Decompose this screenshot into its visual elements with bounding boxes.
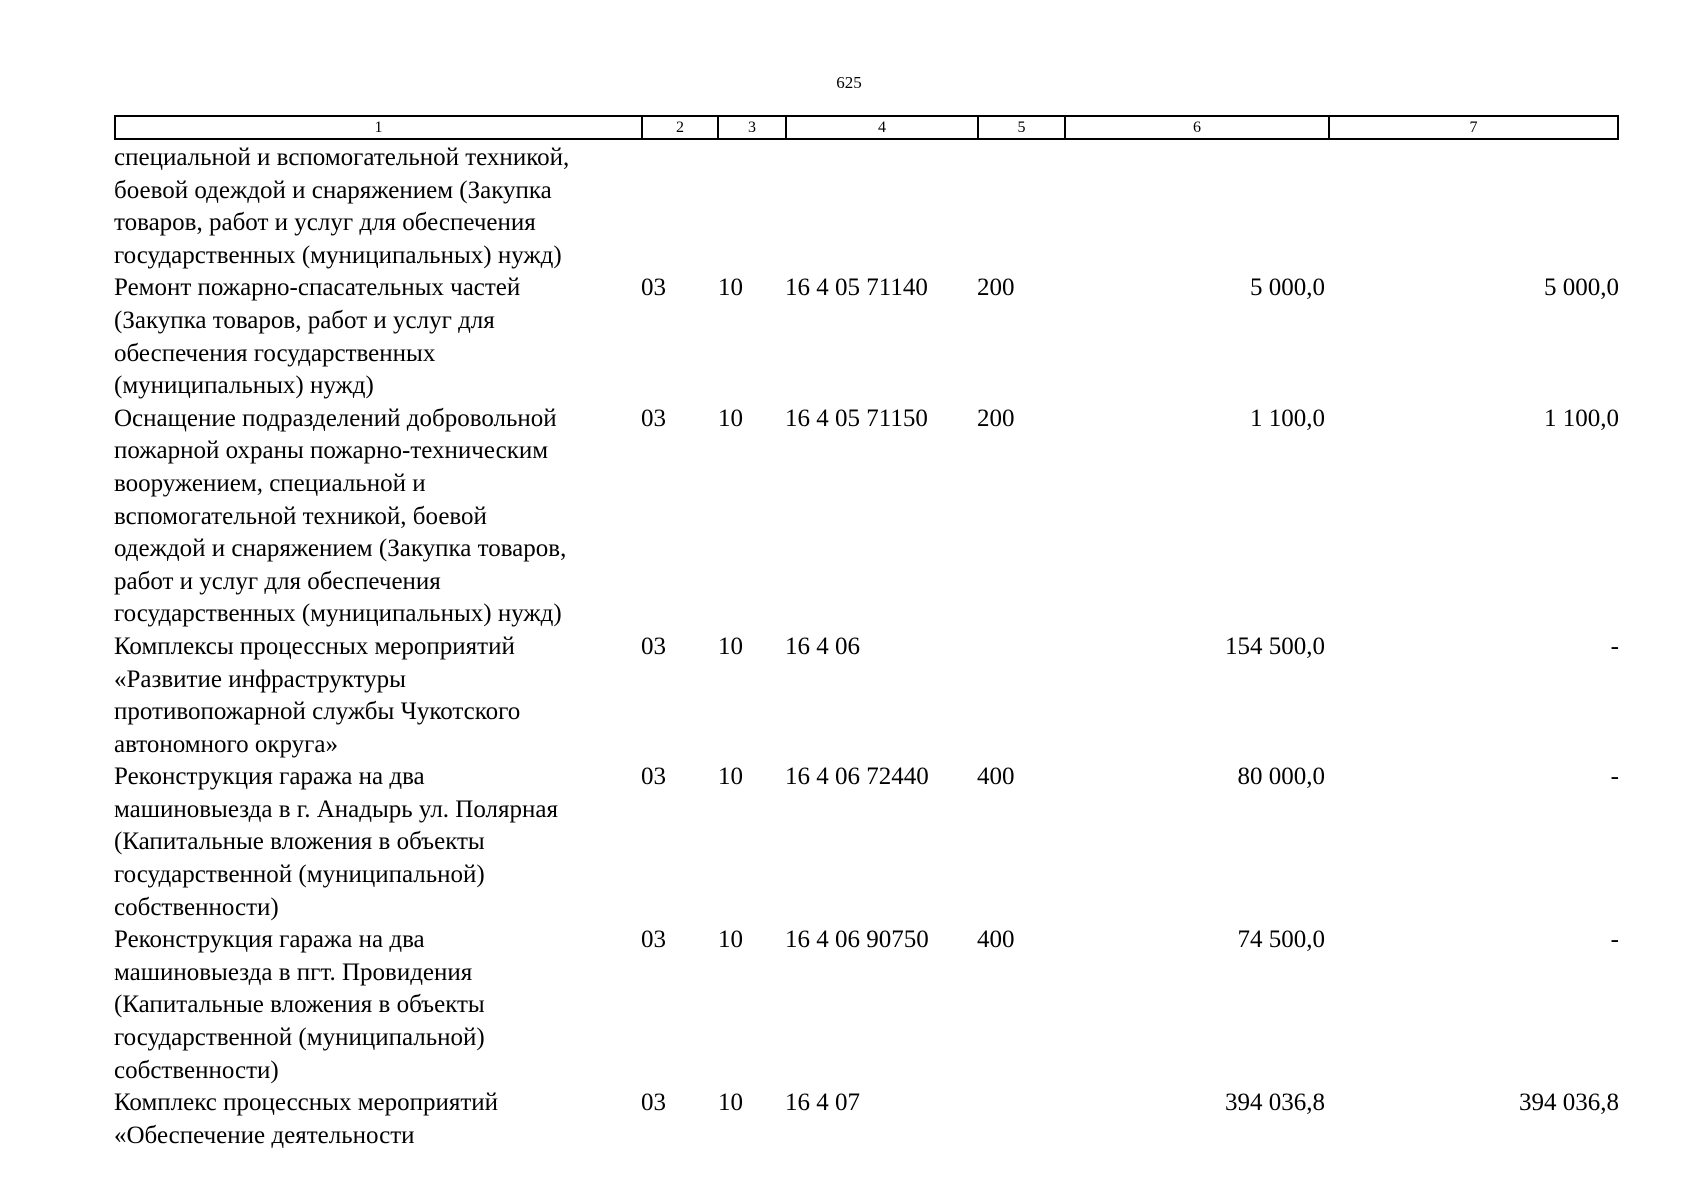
- description-line: одеждой и снаряжением (Закупка товаров,: [114, 535, 567, 563]
- description-line: Комплекс процессных мероприятий: [114, 1089, 499, 1117]
- row-subsection-code: 10: [718, 1089, 743, 1117]
- row-subsection-code: 10: [718, 274, 743, 302]
- description-line: (Закупка товаров, работ и услуг для: [114, 306, 495, 334]
- row-amount-1: 74 500,0: [1237, 926, 1325, 954]
- row-subsection-code: 10: [718, 404, 743, 432]
- row-section-code: 03: [641, 763, 666, 791]
- row-amount-2: 394 036,8: [1519, 1089, 1619, 1117]
- row-section-code: 03: [641, 1089, 666, 1117]
- description-line: собственности): [114, 893, 279, 921]
- description-line: боевой одеждой и снаряжением (Закупка: [114, 176, 552, 204]
- header-col-3: 3: [719, 117, 787, 138]
- table-row: [114, 631, 1619, 761]
- description-line: государственных (муниципальных) нужд): [114, 600, 562, 628]
- header-col-4: 4: [787, 117, 979, 138]
- description-line: Реконструкция гаража на два: [114, 926, 425, 954]
- row-subsection-code: 10: [718, 632, 743, 660]
- description-line: товаров, работ и услуг для обеспечения: [114, 209, 536, 237]
- row-expense-type: 400: [977, 763, 1015, 791]
- description-line: (Капитальные вложения в объекты: [114, 991, 485, 1019]
- row-section-code: 03: [641, 632, 666, 660]
- row-target-article: 16 4 06: [785, 632, 860, 660]
- row-description: [114, 1087, 639, 1152]
- description-line: собственности): [114, 1056, 279, 1084]
- description-line: специальной и вспомогательной техникой,: [114, 144, 570, 171]
- description-line: вооружением, специальной и: [114, 469, 426, 497]
- row-expense-type: 200: [977, 274, 1015, 302]
- description-line: автономного округа»: [114, 730, 339, 758]
- description-line: пожарной охраны пожарно-техническим: [114, 437, 549, 465]
- row-amount-1: 154 500,0: [1225, 632, 1325, 660]
- row-subsection-code: 10: [718, 763, 743, 791]
- row-description: [114, 631, 639, 761]
- row-target-article: 16 4 06 72440: [785, 763, 929, 791]
- row-amount-1: 80 000,0: [1237, 763, 1325, 791]
- row-target-article: 16 4 05 71140: [785, 274, 928, 302]
- description-line: «Обеспечение деятельности: [114, 1121, 415, 1149]
- description-line: машиновыезда в пгт. Провидения: [114, 958, 473, 986]
- description-line: (муниципальных) нужд): [114, 372, 374, 400]
- header-col-6: 6: [1066, 117, 1330, 138]
- row-subsection-code: 10: [718, 926, 743, 954]
- table-header: [114, 115, 1619, 140]
- table-row: [114, 272, 1619, 402]
- row-section-code: 03: [641, 404, 666, 432]
- row-amount-1: 394 036,8: [1225, 1089, 1325, 1117]
- row-expense-type: 400: [977, 926, 1015, 954]
- table-row: [114, 403, 1619, 631]
- row-description: [114, 924, 639, 1087]
- description-line: «Развитие инфраструктуры: [114, 665, 406, 693]
- description-line: государственных (муниципальных) нужд): [114, 241, 562, 269]
- table-body: [114, 142, 1619, 1152]
- row-description: [114, 761, 639, 924]
- table-row: [114, 142, 1619, 272]
- description-line: Ремонт пожарно-спасательных частей: [114, 274, 521, 302]
- description-line: работ и услуг для обеспечения: [114, 567, 441, 595]
- row-amount-2: -: [1610, 632, 1619, 660]
- row-amount-2: 5 000,0: [1544, 274, 1619, 302]
- row-expense-type: 200: [977, 404, 1015, 432]
- row-section-code: 03: [641, 926, 666, 954]
- row-target-article: 16 4 07: [785, 1089, 860, 1117]
- row-amount-2: -: [1610, 926, 1619, 954]
- description-line: машиновыезда в г. Анадырь ул. Полярная: [114, 795, 558, 823]
- header-col-2: 2: [643, 117, 719, 138]
- table-row: [114, 1087, 1619, 1152]
- description-line: Оснащение подразделений добровольной: [114, 404, 557, 432]
- page-number: 625: [836, 73, 862, 92]
- row-amount-1: 5 000,0: [1250, 274, 1325, 302]
- description-line: (Капитальные вложения в объекты: [114, 828, 485, 856]
- row-amount-2: -: [1610, 763, 1619, 791]
- description-line: государственной (муниципальной): [114, 1024, 485, 1052]
- description-line: Реконструкция гаража на два: [114, 763, 425, 791]
- description-line: Комплексы процессных мероприятий: [114, 632, 515, 660]
- description-line: обеспечения государственных: [114, 339, 436, 367]
- description-line: государственной (муниципальной): [114, 861, 485, 889]
- row-description: [114, 403, 639, 631]
- description-line: противопожарной службы Чукотского: [114, 698, 521, 726]
- row-description: [114, 142, 639, 272]
- row-target-article: 16 4 06 90750: [785, 926, 929, 954]
- row-target-article: 16 4 05 71150: [785, 404, 928, 432]
- row-amount-1: 1 100,0: [1250, 404, 1325, 432]
- header-col-5: 5: [979, 117, 1066, 138]
- row-section-code: 03: [641, 274, 666, 302]
- row-description: [114, 272, 639, 402]
- table-row: [114, 924, 1619, 1087]
- header-col-7: 7: [1469, 119, 1478, 136]
- table-row: [114, 761, 1619, 924]
- description-line: вспомогательной техникой, боевой: [114, 502, 487, 530]
- row-amount-2: 1 100,0: [1544, 404, 1619, 432]
- header-col-1: 1: [116, 117, 643, 138]
